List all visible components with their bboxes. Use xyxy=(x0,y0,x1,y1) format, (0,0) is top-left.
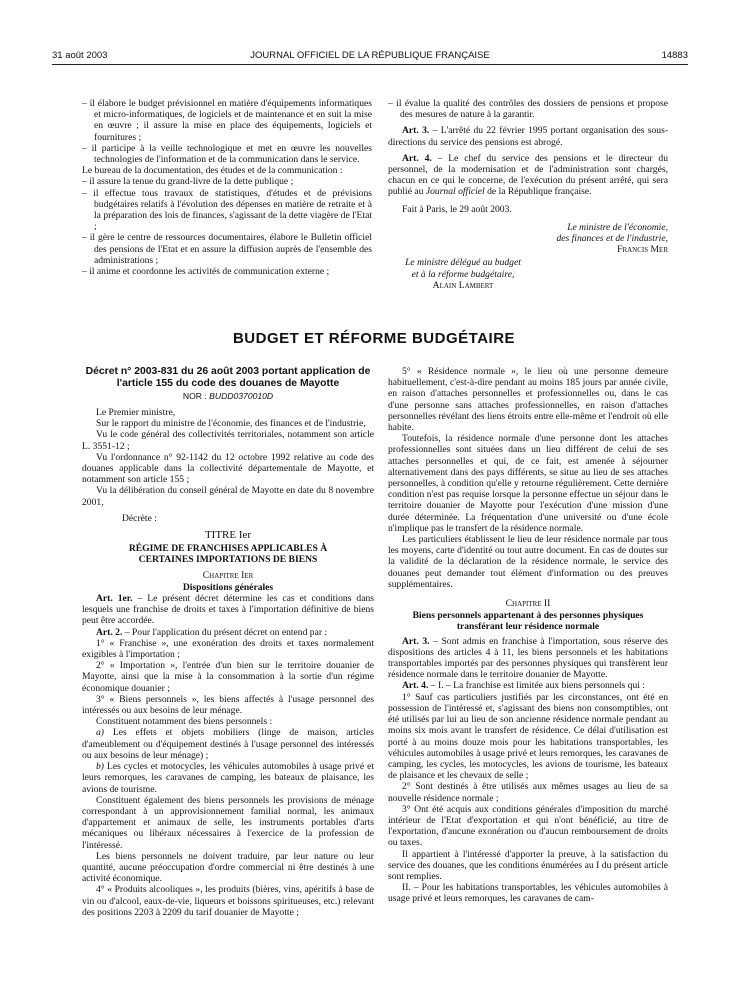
nor-label: NOR : xyxy=(182,391,210,401)
article-text: – I. – La franchise est limitée aux biens personnels qui : xyxy=(428,680,645,692)
definition-b xyxy=(82,761,374,795)
signature-delegate xyxy=(388,257,538,291)
item-text: Les effets et objets mobiliers (linge de maison, articles d'ameublement ou d'équipement destinés à l'usage personnel des intéressés ou aux besoins de leur ménage) ; xyxy=(82,727,374,761)
titre-subtitle: RÉGIME DE FRANCHISES APPLICABLES À CERTAINES IMPORTATIONS DE BIENS xyxy=(128,543,328,566)
article-1-paragraph xyxy=(82,593,374,627)
nor-reference xyxy=(82,390,374,402)
header-date: 31 août 2003 xyxy=(52,50,108,61)
header-rule xyxy=(52,64,688,65)
article-text: – L'arrêté du 22 février 1995 portant organisation des sous-directions du service des pensions est abrogé. xyxy=(388,125,669,148)
preamble-line: Vu l'ordonnance n° 92-1142 du 12 octobre 1992 relative au code des douanes applicable dans la collectivité départementale de Mayotte, et notamment son article 155 ; xyxy=(82,451,374,486)
preamble-line: Le Premier ministre, xyxy=(96,407,176,418)
condition: 2° Sont destinés à être utilisés aux mêmes usages au lieu de sa nouvelle résidence normale ; xyxy=(388,781,668,804)
chapter-title: Biens personnels appartenant à des personnes physiques transférant leur résidence normale xyxy=(412,610,644,633)
paragraph: Les biens personnels ne doivent traduire, par leur nature ou leur quantité, aucune préoccupation d'ordre commercial ni être destinés à une activité économique. xyxy=(82,850,374,885)
paragraph: Constituent également des biens personnels les provisions de ménage correspondant à un approvisionnement familial normal, les animaux d'appartement et animaux de selle, les instruments portables d'arts mécaniques ou libéraux nécessaires à l'exercice de la profession de l'intéressé. xyxy=(82,794,374,851)
signature-title: Le ministre délégué au budget xyxy=(405,257,521,269)
condition: 1° Sauf cas particuliers justifiés par les circonstances, ont été en possession de l'intéressé et, s'agissant des biens non consomptibles, ont été utilisés par lui au lieu de son ancienne résidence normale pendant au moins six mois avant le transfert de résidence. Ce délai d'utilisation est porté à au moins douze mois pour les habitations transportables, les véhicules automobiles à usage privé et leurs remorques, les caravanes de camping, les cycles, les motocycles, les avions de tourisme, les bateaux de plaisance et les chevaux de selle ; xyxy=(388,691,668,782)
definition: 3° « Biens personnels », les biens affectés à l'usage personnel des intéressés ou aux besoins de leur ménage. xyxy=(82,693,374,717)
decree-left-column xyxy=(82,366,374,918)
article-4-paragraph xyxy=(388,680,668,691)
header-journal-title: JOURNAL OFFICIEL DE LA RÉPUBLIQUE FRANÇAISE xyxy=(250,50,490,61)
list-item: – il effectue tous travaux de statistiques, d'études et de prévisions budgétaires relatifs à l'évolution des dépenses en matière de retraite et à la préparation des lois de finances, s'agissant de la dette viagère de l'Etat ; xyxy=(82,187,372,233)
definition: Constituent notamment des biens personnels : xyxy=(96,716,273,728)
decrete: Décrète : xyxy=(122,512,157,524)
nor-code: BUDD0370010D xyxy=(209,391,274,401)
paragraph: 5° « Résidence normale », le lieu où une personne demeure habituellement, c'est-à-dire pendant au moins 185 jours par année civile, en raison d'attaches personnelles et professionnelles ou, dans le cas d'une personne sans attaches professionnelles, en raison d'attaches personnelles révélant des liens étroits entre elle-même et l'endroit où elle habite. xyxy=(388,366,668,434)
definition: 2° « Importation », l'entrée d'un bien sur le territoire douanier de Mayotte, ainsi que la mise à la consommation à la sortie d'un régime économique douanier ; xyxy=(82,660,374,694)
item-label: a) xyxy=(96,727,104,739)
top-left-column xyxy=(82,98,372,277)
list-item: – il évalue la qualité des contrôles des dossiers de pensions et propose des mesures de nature à la garantir. xyxy=(388,98,668,121)
preamble-line: Vu le code général des collectivités territoriales, notamment son article L. 3551-12 ; xyxy=(82,429,374,452)
condition: 3° Ont été acquis aux conditions générales d'imposition du marché intérieur de l'Etat d'exportation et qui n'ont bénéficié, au titre de l'exportation, d'aucune exonération ou d'aucun remboursement de droits ou taxes. xyxy=(388,803,668,849)
article-2-paragraph xyxy=(82,627,374,638)
header-page-number: 14883 xyxy=(661,50,688,61)
titre-heading: TITRE Ier xyxy=(204,529,252,542)
article-label: Art. 4. xyxy=(402,152,432,164)
section-title: BUDGET ET RÉFORME BUDGÉTAIRE xyxy=(232,330,516,347)
list-item: – il participe à la veille technologique et met en œuvre les nouvelles technologies de l'information et de la communication dans le service. xyxy=(82,142,372,166)
page-header xyxy=(52,50,688,64)
signature-title: des finances et de l'industrie, xyxy=(556,233,668,245)
paragraph: 4° « Produits alcooliques », les produits (bières, vins, apéritifs à base de vin ou d'alcool, eaux-de-vie, liqueurs et boissons spiritueuses, etc.) relevant des positions 2203 à 2209 du tarif douanier de Mayotte ; xyxy=(82,884,374,918)
paragraph: Il appartient à l'intéressé d'apporter la preuve, à la satisfaction du service des douanes, que les conditions énumérées au I du présent article sont remplies. xyxy=(388,848,668,882)
article-label: Art. 2. xyxy=(96,626,123,638)
article-label: Art. 3. xyxy=(402,125,430,137)
signature-minister xyxy=(388,222,668,256)
item-text: Les cycles et motocycles, les véhicules automobiles à usage privé et leurs remorques, les caravanes de camping, les bateaux de plaisance, les avions de tourisme. xyxy=(82,761,374,795)
article-text: de la République française. xyxy=(484,186,592,198)
signature-name: Alain Lambert xyxy=(432,279,494,291)
article-4-paragraph xyxy=(388,153,668,198)
decree-right-column xyxy=(388,366,668,905)
article-label: Art. 1er. xyxy=(96,593,133,605)
bureau-intro: Le bureau de la documentation, des études et de la communication : xyxy=(82,165,343,177)
paragraph: Les particuliers établissent le lieu de leur résidence normale par tous les moyens, carte d'identité ou tout autre document. En cas de doutes sur la validité de la déclaration de la résidence normale, le service des douanes peut demander tout élément d'information ou des preuves supplémentaires. xyxy=(388,534,668,590)
article-label: Art. 4. xyxy=(402,680,429,692)
chapter-heading: Chapitre Ier xyxy=(202,569,254,581)
signature-title: et à la réforme budgétaire, xyxy=(411,268,515,280)
paragraph: Toutefois, la résidence normale d'une personne dont les attaches professionnelles sont situées dans un lieu différent de celui de ses attaches personnelles et qui, de ce fait, est amenée à séjourner alternativement dans des pays différents, se situe au lieu de ses attaches personnelles, à condition qu'elle y retourne régulièrement. Cette dernière condition n'est pas requise lorsque la personne effectue un séjour dans le territoire douanier de Mayotte pour l'exécution d'une mission d'une durée déterminée. La fréquentation d'une université ou d'une école n'implique pas le transfert de la résidence normale. xyxy=(388,433,668,534)
list-item: – il élabore le budget prévisionnel en matière d'équipements informatiques et micro-informatiques, de logiciels et de maintenance et en suit la mise en œuvre ; il assure la mise en place des équipements, logiciels et fournitures ; xyxy=(82,98,372,143)
decree-title: Décret n° 2003-831 du 26 août 2003 portant application de l'article 155 du code des douanes de Mayotte xyxy=(85,366,371,389)
preamble-line: Vu la délibération du conseil général de Mayotte en date du 8 novembre 2001, xyxy=(82,485,374,508)
journal-officiel-ref: Journal officiel xyxy=(425,186,485,198)
article-text: – Sont admis en franchise à l'importation, sous réserve des dispositions des articles 4 à 11, les biens personnels et les habitations transportables importés par des personnes physiques qui transfèrent leur résidence normale dans le territoire douanier de Mayotte. xyxy=(388,635,669,681)
article-3-paragraph xyxy=(388,636,668,681)
article-text: – Le présent décret détermine les cas et conditions dans lesquels une franchise de droits et taxes à l'importation définitive de biens peut être accordée. xyxy=(82,593,374,627)
list-item: – il assure la tenue du grand-livre de la dette publique ; xyxy=(82,176,294,188)
list-item: – il anime et coordonne les activités de communication externe ; xyxy=(82,266,330,278)
paragraph: II. – Pour les habitations transportables, les véhicules automobiles à usage privé et leurs remorques, les caravanes de cam- xyxy=(388,882,668,905)
chapter-heading: Chapitre II xyxy=(505,598,551,610)
signature-name: Francis Mer xyxy=(617,244,668,256)
done-at: Fait à Paris, le 29 août 2003. xyxy=(402,203,512,215)
signature-title: Le ministre de l'économie, xyxy=(567,221,668,233)
chapter-title: Dispositions générales xyxy=(182,581,274,593)
top-right-column xyxy=(388,98,668,291)
definition-a xyxy=(82,727,374,761)
item-label: b) xyxy=(96,761,104,773)
article-label: Art. 3. xyxy=(402,635,430,647)
article-text: – Le chef du service des pensions et le directeur du personnel, de la modernisation et de l'administration sont chargés, chacun en ce qui le concerne, de l'exécution du présent arrêté, qui sera publié au xyxy=(388,152,669,198)
article-text: – Pour l'application du présent décret on entend par : xyxy=(122,626,328,638)
preamble-line: Sur le rapport du ministre de l'économie, des finances et de l'industrie, xyxy=(96,418,366,430)
list-item: – il gère le centre de ressources documentaires, élabore le Bulletin officiel des pensions de l'Etat et en assure la diffusion auprès de l'ensemble des administrations ; xyxy=(82,232,372,266)
definition: 1° « Franchise », une exonération des droits et taxes normalement exigibles à l'importation ; xyxy=(82,637,374,661)
article-3-paragraph xyxy=(388,125,668,147)
